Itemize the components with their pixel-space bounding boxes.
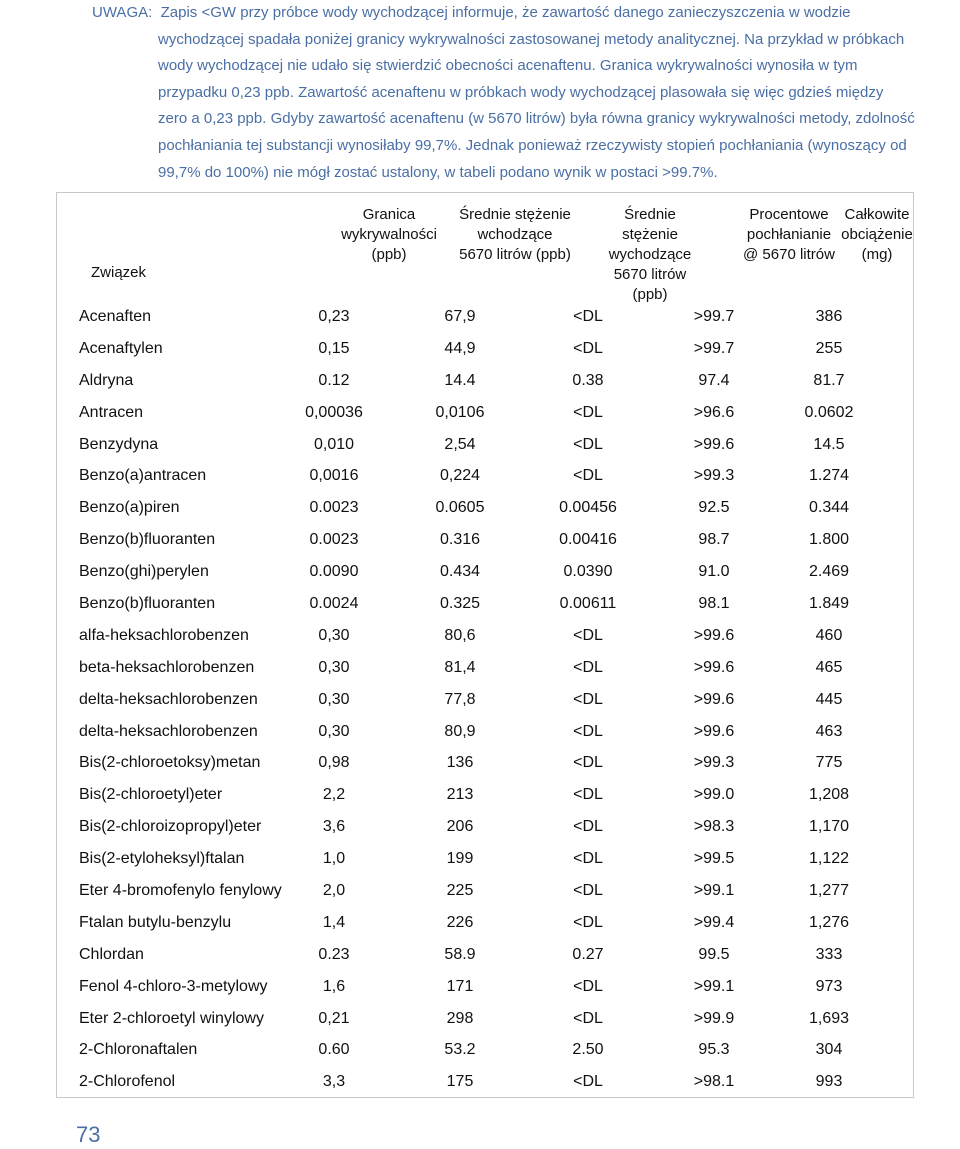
compound-cell: Bis(2-chloroetoksy)metan [79, 754, 261, 772]
compound-cell: beta-heksachlorobenzen [79, 658, 255, 676]
influent-cell: 53.2 [444, 1041, 476, 1059]
total-load-cell: 1,693 [808, 1009, 850, 1027]
table-row [57, 1034, 913, 1066]
influent-cell: 81,4 [444, 658, 476, 676]
detection-limit-cell: 0,30 [318, 626, 350, 644]
total-load-cell: 1,277 [808, 882, 850, 900]
detection-limit-cell: 1,4 [322, 913, 346, 931]
table-row [57, 1066, 913, 1098]
header-effluent-concentration [580, 205, 720, 305]
header-text: Procentowe pochłanianie @ 5670 litrów [743, 206, 835, 263]
influent-cell: 136 [446, 754, 474, 772]
influent-cell: 80,6 [444, 626, 476, 644]
table-row [57, 460, 913, 492]
detection-limit-cell: 0.23 [318, 945, 350, 963]
table-row [57, 588, 913, 620]
detection-limit-cell: 0,010 [313, 435, 355, 453]
compound-cell: Benzo(b)fluoranten [79, 595, 216, 613]
effluent-cell: <DL [573, 786, 603, 804]
removal-cell: >99.6 [693, 722, 735, 740]
table-row [57, 620, 913, 652]
table-row [57, 971, 913, 1003]
effluent-cell: 0.0390 [563, 563, 613, 581]
influent-cell: 58.9 [444, 945, 476, 963]
influent-cell: 0.0605 [435, 499, 485, 517]
effluent-cell: <DL [573, 818, 603, 836]
total-load-cell: 255 [815, 339, 843, 357]
removal-cell: >98.1 [693, 1073, 735, 1091]
influent-cell: 80,9 [444, 722, 476, 740]
removal-cell: 95.3 [698, 1041, 730, 1059]
influent-cell: 0.325 [439, 595, 481, 613]
compound-cell: Benzydyna [79, 435, 159, 453]
detection-limit-cell: 0,30 [318, 722, 350, 740]
compound-cell: delta-heksachlorobenzen [79, 722, 258, 740]
influent-cell: 213 [446, 786, 474, 804]
removal-cell: >99.7 [693, 339, 735, 357]
total-load-cell: 1.849 [808, 595, 850, 613]
compound-cell: Eter 4-bromofenylo fenylowy [79, 882, 282, 900]
influent-cell: 2,54 [444, 435, 476, 453]
compound-cell: alfa-heksachlorobenzen [79, 626, 249, 644]
influent-cell: 44,9 [444, 339, 476, 357]
detection-limit-cell: 0,30 [318, 690, 350, 708]
effluent-cell: <DL [573, 850, 603, 868]
total-load-cell: 973 [815, 977, 843, 995]
detection-limit-cell: 0,15 [318, 339, 350, 357]
influent-cell: 206 [446, 818, 474, 836]
table-row [57, 556, 913, 588]
detection-limit-cell: 2,2 [322, 786, 346, 804]
effluent-cell: <DL [573, 435, 603, 453]
removal-cell: >99.5 [693, 850, 735, 868]
effluent-cell: <DL [573, 658, 603, 676]
header-total-load [827, 205, 927, 265]
removal-cell: >99.6 [693, 690, 735, 708]
removal-cell: >99.7 [693, 308, 735, 325]
total-load-cell: 775 [815, 754, 843, 772]
table-row [57, 843, 913, 875]
table-header [57, 193, 913, 303]
influent-cell: 14.4 [444, 371, 476, 389]
detection-limit-cell: 2,0 [322, 882, 346, 900]
detection-limit-cell: 0,0016 [309, 467, 359, 485]
removal-cell: >99.3 [693, 467, 735, 485]
compound-cell: Benzo(ghi)perylen [79, 563, 209, 581]
page-number: 73 [76, 1122, 101, 1147]
total-load-cell: 460 [815, 626, 843, 644]
removal-cell: >99.6 [693, 626, 735, 644]
effluent-cell: 2.50 [572, 1041, 604, 1059]
detection-limit-cell: 0.0024 [309, 595, 359, 613]
removal-cell: 98.7 [698, 531, 730, 549]
influent-cell: 226 [446, 913, 474, 931]
total-load-cell: 993 [815, 1073, 843, 1091]
table-row [57, 524, 913, 556]
effluent-cell: <DL [573, 722, 603, 740]
note-line: 99,7% do 100%) nie mógł zostać ustalony, w tabeli podano wynik w postaci >99.7%. [158, 163, 718, 181]
removal-cell: >96.6 [693, 403, 735, 421]
effluent-cell: 0.38 [572, 371, 604, 389]
table-row [57, 333, 913, 365]
detection-limit-cell: 0,21 [318, 1009, 350, 1027]
effluent-cell: <DL [573, 882, 603, 900]
removal-cell: >99.6 [693, 658, 735, 676]
influent-cell: 0,0106 [435, 403, 485, 421]
note-label: UWAGA: [92, 4, 153, 21]
compound-cell: Ftalan butylu-benzylu [79, 913, 232, 931]
compound-cell: 2-Chlorofenol [79, 1073, 176, 1091]
table-row [57, 492, 913, 524]
influent-cell: 199 [446, 850, 474, 868]
detection-limit-cell: 0.0023 [309, 499, 359, 517]
influent-cell: 298 [446, 1009, 474, 1027]
table-body [57, 301, 913, 1098]
influent-cell: 0.316 [439, 531, 481, 549]
note-paragraph [92, 0, 922, 186]
total-load-cell: 1.800 [808, 531, 850, 549]
detection-limit-cell: 0,00036 [305, 403, 363, 421]
influent-cell: 225 [446, 882, 474, 900]
header-text: Całkowite obciążenie (mg) [841, 206, 913, 263]
note-line: Zapis <GW przy próbce wody wychodzącej informuje, że zawartość danego zanieczyszczenia w wodzie [160, 4, 851, 21]
total-load-cell: 14.5 [813, 435, 845, 453]
table-row [57, 301, 913, 333]
table-row [57, 429, 913, 461]
total-load-cell: 0.0602 [804, 403, 854, 421]
detection-limit-cell: 3,6 [322, 818, 346, 836]
influent-cell: 0.434 [439, 563, 481, 581]
note-line: przypadku 0,23 ppb. Zawartość acenaftenu w próbkach wody wychodzącej plasowała się więc gdzieś między [158, 83, 884, 101]
effluent-cell: <DL [573, 339, 603, 357]
removal-cell: 97.4 [698, 371, 730, 389]
total-load-cell: 333 [815, 945, 843, 963]
table-row [57, 397, 913, 429]
compound-cell: Antracen [79, 403, 144, 421]
note-line: zero a 0,23 ppb. Gdyby zawartość acenaftenu (w 5670 litrów) była równa granicy wykrywalności metody, zdolność [158, 110, 915, 128]
total-load-cell: 1,122 [808, 850, 850, 868]
influent-cell: 77,8 [444, 690, 476, 708]
total-load-cell: 1,170 [808, 818, 850, 836]
compound-cell: 2-Chloronaftalen [79, 1041, 198, 1059]
header-influent-concentration [445, 205, 585, 265]
effluent-cell: 0.00456 [559, 499, 617, 517]
table-row [57, 747, 913, 779]
total-load-cell: 445 [815, 690, 843, 708]
compound-cell: delta-heksachlorobenzen [79, 690, 258, 708]
total-load-cell: 465 [815, 658, 843, 676]
table-row [57, 779, 913, 811]
table-row [57, 684, 913, 716]
header-detection-limit [319, 205, 459, 265]
compound-cell: Bis(2-chloroizopropyl)eter [79, 818, 262, 836]
influent-cell: 67,9 [444, 308, 476, 325]
detection-limit-cell: 0.0090 [309, 563, 359, 581]
removal-cell: >99.1 [693, 977, 735, 995]
effluent-cell: <DL [573, 467, 603, 485]
total-load-cell: 304 [815, 1041, 843, 1059]
table-row [57, 652, 913, 684]
note-first-line [92, 0, 922, 27]
removal-cell: >99.1 [693, 882, 735, 900]
compound-cell: Chlordan [79, 945, 144, 963]
table-row [57, 365, 913, 397]
effluent-cell: <DL [573, 308, 603, 325]
effluent-cell: 0.27 [572, 945, 604, 963]
total-load-cell: 1,208 [808, 786, 850, 804]
effluent-cell: 0.00416 [559, 531, 617, 549]
detection-limit-cell: 0.0023 [309, 531, 359, 549]
total-load-cell: 0.344 [808, 499, 850, 517]
compound-cell: Aldryna [79, 371, 134, 389]
compound-cell: Benzo(b)fluoranten [79, 531, 216, 549]
note-line: pochłaniania tej substancji wynosiłaby 99,7%. Jednak ponieważ rzeczywisty stopień pochłaniania (wynoszący od [158, 136, 907, 154]
removal-cell: >99.9 [693, 1009, 735, 1027]
header-text: Średnie stężenie wychodzące 5670 litrów (ppb) [608, 206, 692, 303]
compound-cell: Bis(2-etyloheksyl)ftalan [79, 850, 245, 868]
total-load-cell: 1,276 [808, 913, 850, 931]
compound-cell: Acenaften [79, 308, 152, 325]
total-load-cell: 1.274 [808, 467, 850, 485]
influent-cell: 0,224 [439, 467, 481, 485]
removal-cell: >98.3 [693, 818, 735, 836]
removal-cell: 99.5 [698, 945, 730, 963]
total-load-cell: 463 [815, 722, 843, 740]
total-load-cell: 2.469 [808, 563, 850, 581]
influent-cell: 175 [446, 1073, 474, 1091]
effluent-cell: <DL [573, 913, 603, 931]
table-row [57, 907, 913, 939]
note-line: wody wychodzącej nie udało się stwierdzić obecności acenaftenu. Granica wykrywalności wynosiła w tym [158, 57, 858, 75]
compound-cell: Benzo(a)piren [79, 499, 180, 517]
compound-cell: Eter 2-chloroetyl winylowy [79, 1009, 264, 1027]
effluent-cell: <DL [573, 403, 603, 421]
table-row [57, 1003, 913, 1035]
compound-cell: Bis(2-chloroetyl)eter [79, 786, 223, 804]
effluent-cell: <DL [573, 626, 603, 644]
header-compound: Związek [91, 264, 147, 281]
detection-limit-cell: 0.60 [318, 1041, 350, 1059]
effluent-cell: <DL [573, 1073, 603, 1091]
removal-cell: >99.3 [693, 754, 735, 772]
compound-cell: Benzo(a)antracen [79, 467, 207, 485]
effluent-cell: <DL [573, 977, 603, 995]
removal-cell: 98.1 [698, 595, 730, 613]
effluent-cell: 0.00611 [559, 595, 617, 613]
table-row [57, 811, 913, 843]
detection-limit-cell: 0,23 [318, 308, 350, 325]
detection-limit-cell: 0,30 [318, 658, 350, 676]
compound-cell: Acenaftylen [79, 339, 163, 357]
influent-cell: 171 [446, 977, 474, 995]
removal-cell: >99.4 [693, 913, 735, 931]
table-row [57, 875, 913, 907]
removal-cell: >99.0 [693, 786, 735, 804]
table-row [57, 939, 913, 971]
detection-limit-cell: 3,3 [322, 1073, 346, 1091]
effluent-cell: <DL [573, 754, 603, 772]
compound-cell: Fenol 4-chloro-3-metylowy [79, 977, 268, 995]
header-text: Granica wykrywalności (ppb) [341, 206, 437, 263]
removal-cell: >99.6 [693, 435, 735, 453]
results-table [56, 192, 914, 1098]
detection-limit-cell: 1,0 [322, 850, 346, 868]
effluent-cell: <DL [573, 1009, 603, 1027]
note-line: wychodzącej spadała poniżej granicy wykrywalności zastosowanej metody analitycznej. Na przykład w próbkach [158, 30, 905, 48]
removal-cell: 92.5 [698, 499, 730, 517]
removal-cell: 91.0 [698, 563, 730, 581]
detection-limit-cell: 1,6 [322, 977, 346, 995]
table-row [57, 716, 913, 748]
header-text: Średnie stężenie wchodzące 5670 litrów (ppb) [459, 206, 571, 263]
detection-limit-cell: 0,98 [318, 754, 350, 772]
effluent-cell: <DL [573, 690, 603, 708]
detection-limit-cell: 0.12 [318, 371, 350, 389]
total-load-cell: 386 [815, 308, 843, 325]
total-load-cell: 81.7 [813, 371, 845, 389]
